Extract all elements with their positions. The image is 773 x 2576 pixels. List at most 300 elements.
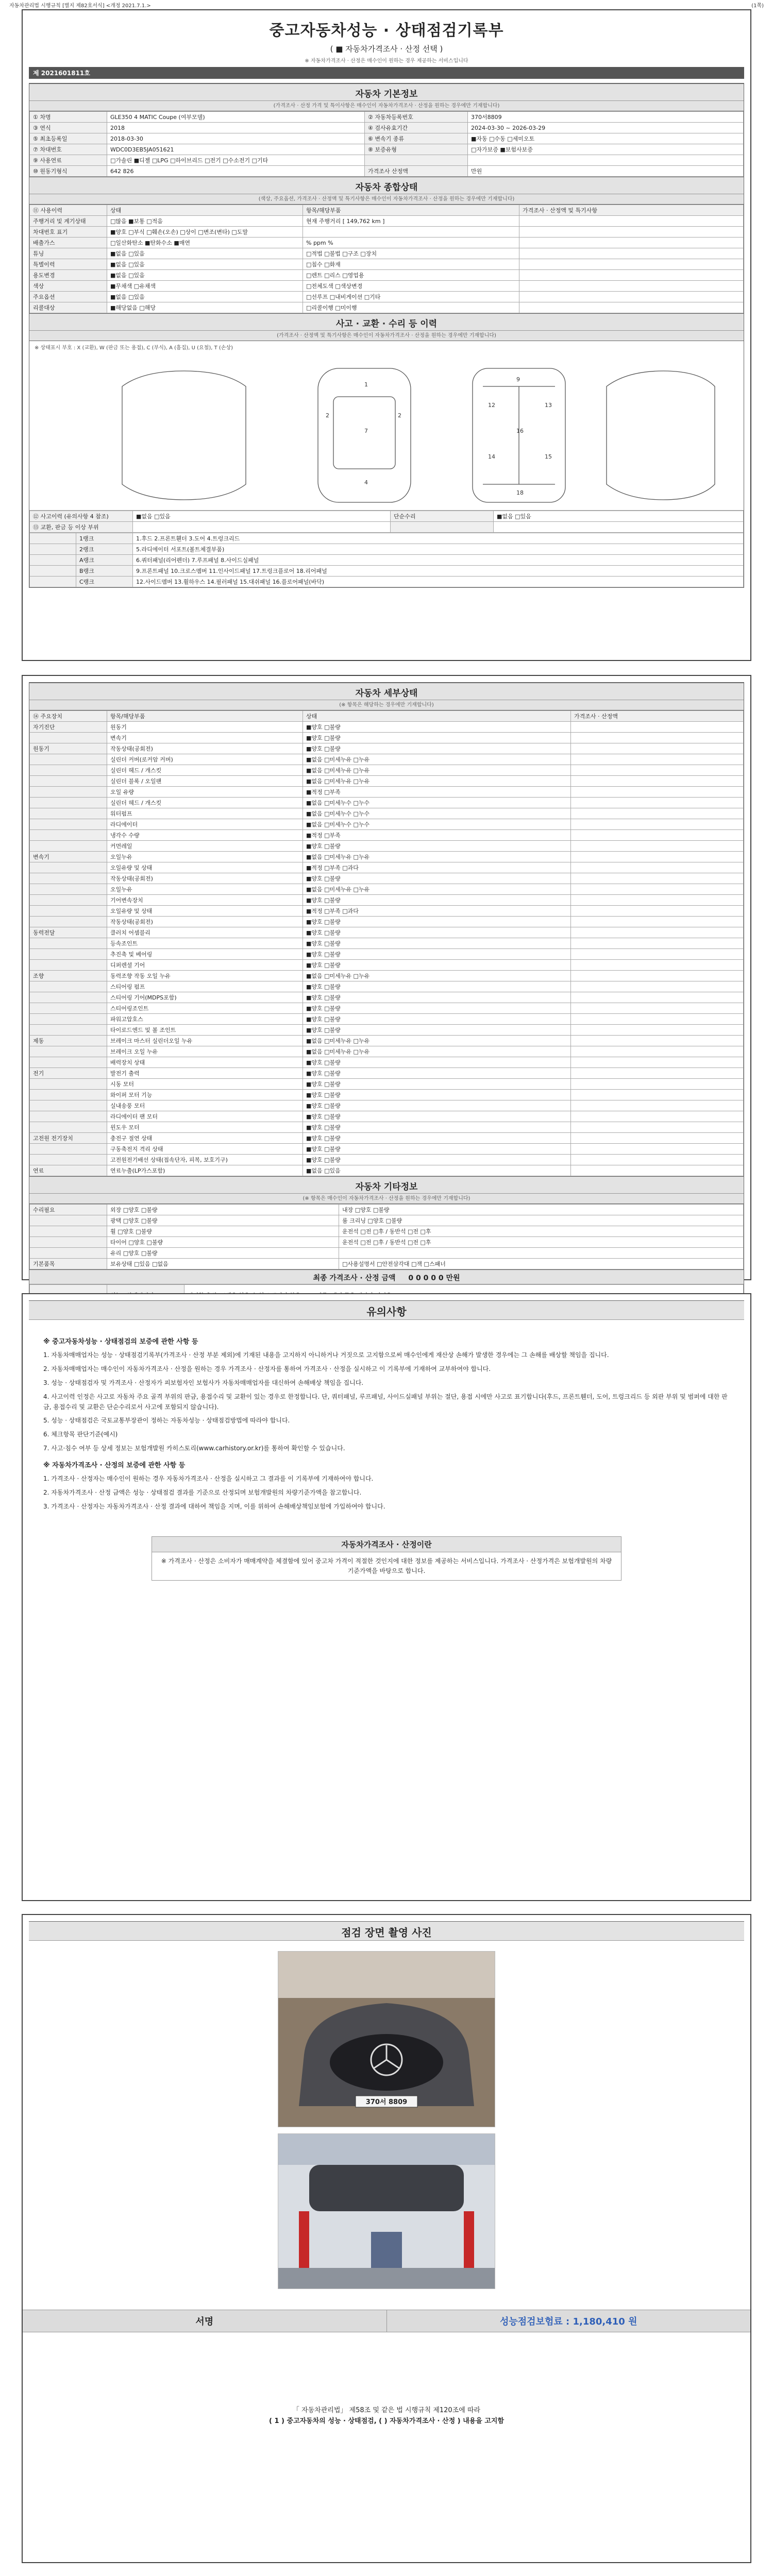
detail-row (30, 895, 744, 906)
detail-price (571, 873, 744, 884)
detail-price (571, 992, 744, 1003)
detail-state: ■양호 □불량 (303, 1144, 571, 1155)
car-diagram (29, 355, 746, 510)
detail-state: ■양호 □불량 (303, 1122, 571, 1133)
detail-part: 스티어링 기어(MDPS포함) (107, 992, 303, 1003)
svg-text:16: 16 (516, 428, 524, 434)
detail-price (571, 1036, 744, 1046)
notice-body (23, 1320, 750, 1526)
rank-label: C랭크 (76, 577, 133, 587)
detail-state: ■적정 □부족 (303, 787, 571, 798)
detail-state: ■양호 □불량 (303, 895, 571, 906)
other-item: 휠 □양호 □불량 (107, 1226, 339, 1237)
document-title: 중고자동차성능 · 상태점검기록부 (269, 22, 504, 40)
detail-row (30, 819, 744, 830)
detail-device (30, 884, 107, 895)
front-photo (278, 1951, 495, 2127)
document-note: ※ 자동차가격조사 · 산정은 매수인이 원하는 경우 제공하는 서비스입니다 (305, 58, 468, 64)
summary-state: ■해당없음 □해당 (107, 302, 303, 313)
summary-row (30, 302, 744, 313)
detail-price (571, 1057, 744, 1068)
detail-state: ■양호 □불량 (303, 960, 571, 971)
basic-label: ⑨ 사용연료 (30, 155, 107, 166)
summary-detail: % ppm % (303, 238, 519, 248)
detail-state: ■없음 □미세누유 □누유 (303, 754, 571, 765)
detail-part: 와이퍼 모터 기능 (107, 1090, 303, 1100)
detail-part: 작동상태(공회전) (107, 873, 303, 884)
detail-part: 커먼레일 (107, 841, 303, 852)
summary-price (519, 238, 744, 248)
detail-part: 오일누유 (107, 884, 303, 895)
rank-parts: 1.후드 2.프론트휀더 3.도어 4.트렁크리드 (133, 533, 744, 544)
detail-row (30, 722, 744, 733)
accident-legend: ※ 상태표시 부호 : X (교환), W (판금 또는 용접), C (부식), A (흠집), U (요철), T (손상) (35, 345, 233, 351)
detail-part: 시동 모터 (107, 1079, 303, 1090)
detail-row (30, 1122, 744, 1133)
detail-row (30, 1155, 744, 1165)
accident-label: ⑬ 교환, 판금 등 이상 부위 (30, 522, 133, 533)
detail-price (571, 927, 744, 938)
detail-price (571, 895, 744, 906)
rank-group (30, 555, 76, 566)
detail-price (571, 1068, 744, 1079)
detail-part: 워터펌프 (107, 808, 303, 819)
detail-state: ■없음 □미세누유 □누유 (303, 1036, 571, 1046)
basic-info-row (30, 144, 744, 155)
notice-paragraph: 3. 가격조사 · 산정자는 자동차가격조사 · 산정 결과에 대하여 책임을 지며, 이를 위하여 손해배상책임보험에 가입하여야 합니다. (43, 1502, 385, 1510)
legal-footer-line-2: ( 1 ) 중고자동차의 성능 · 상태점검, ( ) 자동차가격조사 · 산정 ) 내용을 고지함 (269, 2417, 504, 2425)
detail-state: ■양호 □불량 (303, 1003, 571, 1014)
detail-device (30, 1014, 107, 1025)
detail-row (30, 765, 744, 776)
summary-row (30, 292, 744, 302)
detail-row (30, 949, 744, 960)
detail-part: 발전기 출력 (107, 1068, 303, 1079)
basic-value: □자가보증 ■보험사보증 (468, 144, 744, 155)
detail-device (30, 787, 107, 798)
signature-space[interactable] (23, 2332, 750, 2399)
detail-state: ■없음 □미세누유 □누유 (303, 971, 571, 981)
license-plate: 370서 8809 (365, 2098, 408, 2106)
detail-price (571, 787, 744, 798)
detail-state: ■적정 □부족 (303, 830, 571, 841)
other-item: 외장 □양호 □불량 (107, 1205, 339, 1215)
accident-label: 단순수리 (391, 511, 494, 522)
detail-part: 원동기 (107, 722, 303, 733)
price-explanation-text: ※ 가격조사 · 산정은 소비자가 매매계약을 체결함에 있어 중고차 가격이 적절한 것인지에 대한 정보를 제공하는 서비스입니다. 가격조사 · 산정가격은 보험개발원의 차량기준가액을 바탕으로 합니다. (161, 1557, 612, 1574)
final-price-value: 0 0 0 0 0 만원 (408, 1274, 460, 1282)
other-item: 보유상태 □있음 □없음 (107, 1259, 339, 1269)
detail-price (571, 733, 744, 743)
accident-value (133, 522, 391, 533)
svg-text:15: 15 (545, 453, 552, 460)
detail-state: ■없음 □미세누유 □누유 (303, 776, 571, 787)
detail-header: 상태 (303, 711, 571, 722)
accident-label: ⑫ 사고이력 (유의사항 4 참조) (30, 511, 133, 522)
summary-item: 리콜대상 (30, 302, 107, 313)
page-2 (22, 675, 751, 1280)
accident-value: ■없음 □있음 (494, 511, 744, 522)
summary-header: 상태 (107, 205, 303, 216)
detail-part: 라디에이터 (107, 819, 303, 830)
summary-price (519, 216, 744, 227)
detail-device (30, 873, 107, 884)
svg-text:7: 7 (364, 428, 368, 434)
detail-device (30, 1111, 107, 1122)
other-row (30, 1205, 744, 1215)
detail-device (30, 1079, 107, 1090)
detail-title: 자동차 세부상태 (29, 683, 744, 700)
detail-row (30, 917, 744, 927)
detail-part: 변속기 (107, 733, 303, 743)
basic-value (468, 155, 744, 166)
detail-part: 윈도우 모터 (107, 1122, 303, 1133)
detail-state: ■적정 □부족 □과다 (303, 906, 571, 917)
summary-detail: □침수 □화재 (303, 259, 519, 270)
detail-row (30, 938, 744, 949)
detail-state: ■없음 □미세누수 □누수 (303, 798, 571, 808)
detail-device (30, 830, 107, 841)
summary-row (30, 216, 744, 227)
detail-part: 실내송풍 모터 (107, 1100, 303, 1111)
photo-title: 점검 장면 촬영 사진 (29, 1921, 744, 1941)
detail-row (30, 906, 744, 917)
detail-row (30, 787, 744, 798)
svg-text:14: 14 (488, 453, 495, 460)
page-4 (22, 1914, 751, 2563)
legal-footer (23, 2399, 750, 2433)
form-header-right: (1쪽) (751, 3, 764, 9)
detail-price (571, 917, 744, 927)
detail-device (30, 895, 107, 906)
detail-device (30, 808, 107, 819)
detail-table (29, 710, 744, 1176)
summary-state: ■없음 □있음 (107, 259, 303, 270)
detail-price (571, 841, 744, 852)
detail-device (30, 1090, 107, 1100)
detail-row (30, 1144, 744, 1155)
summary-detail (303, 227, 519, 238)
detail-state: ■양호 □불량 (303, 1079, 571, 1090)
svg-text:9: 9 (516, 376, 520, 383)
detail-part: 실린더 블록 / 오일팬 (107, 776, 303, 787)
detail-state: ■양호 □불량 (303, 743, 571, 754)
svg-text:13: 13 (545, 402, 552, 409)
detail-device: 동력전달 (30, 927, 107, 938)
rank-row (30, 555, 744, 566)
detail-price (571, 862, 744, 873)
detail-state: ■없음 □미세누수 □누수 (303, 819, 571, 830)
summary-price (519, 270, 744, 281)
detail-device: 원동기 (30, 743, 107, 754)
detail-row (30, 1111, 744, 1122)
basic-info-table (29, 111, 744, 177)
basic-label: ⑥ 변속기 종류 (365, 133, 468, 144)
detail-device (30, 981, 107, 992)
detail-device (30, 1155, 107, 1165)
detail-header: ⑭ 주요장치 (30, 711, 107, 722)
detail-price (571, 1122, 744, 1133)
detail-state: ■양호 □불량 (303, 1014, 571, 1025)
summary-state: □일산화탄소 ■탄화수소 ■매연 (107, 238, 303, 248)
notice-heading-2: ※ 자동차가격조사 · 산정의 보증에 관한 사항 등 (43, 1461, 186, 1469)
svg-text:1: 1 (364, 381, 368, 388)
detail-price (571, 1003, 744, 1014)
basic-value: 370서8809 (468, 112, 744, 123)
basic-value: 642 826 (107, 166, 365, 177)
svg-text:4: 4 (364, 479, 368, 486)
detail-row (30, 992, 744, 1003)
summary-header: 가격조사 · 산정액 및 특기사항 (519, 205, 744, 216)
detail-row (30, 1165, 744, 1176)
detail-device: 고전원 전기장치 (30, 1133, 107, 1144)
detail-row (30, 927, 744, 938)
detail-price (571, 722, 744, 733)
other-row (30, 1248, 744, 1259)
detail-part: 오일 유량 (107, 787, 303, 798)
document-number: 제 2021601811호 (29, 67, 744, 79)
rank-table (29, 533, 744, 587)
page-1 (22, 9, 751, 661)
basic-info-row (30, 155, 744, 166)
accident-value: ■없음 □있음 (133, 511, 391, 522)
summary-state: ■없음 □있음 (107, 270, 303, 281)
detail-device: 자기진단 (30, 722, 107, 733)
detail-row (30, 776, 744, 787)
detail-state: ■양호 □불량 (303, 938, 571, 949)
detail-part: 연료누출(LP가스포함) (107, 1165, 303, 1176)
summary-subtitle: (색상, 주요옵션, 가격조사 · 산정액 및 특기사항은 매수인이 자동차가격조사 · 산정을 원하는 경우에만 기재합니다) (29, 194, 744, 205)
basic-value: 만원 (468, 166, 744, 177)
detail-header: 가격조사 · 산정액 (571, 711, 744, 722)
basic-info-row (30, 123, 744, 133)
detail-part: 동력조향 작동 오일 누유 (107, 971, 303, 981)
detail-price (571, 852, 744, 862)
detail-price (571, 938, 744, 949)
detail-part: 디퍼렌셜 기어 (107, 960, 303, 971)
basic-value: □가솔린 ■디젤 □LPG □하이브리드 □전기 □수소전기 □기타 (107, 155, 365, 166)
detail-row (30, 743, 744, 754)
notice-paragraph: 4. 사고이력 인정은 사고로 자동차 주요 골격 부위의 판금, 용접수리 및 교환이 있는 경우로 한정합니다. 단, 쿼터패널, 루프패널, 사이드실패널 부위는 절단, 용접 시에만 사고로 표기합니다(후드, 프론트휀더, 도어, 트렁크리드 등 외판 부위 및 범퍼에 대한 판금, 용접수리 및 교환은 단순수리로서 사고에 포함되지 않습니다). (43, 1393, 728, 1411)
detail-price (571, 1079, 744, 1090)
summary-price (519, 302, 744, 313)
notice-paragraph: 2. 자동차가격조사 · 산정 금액은 성능 · 상태점검 결과를 기준으로 산정되며 보험개발원의 차량기준가액을 참고합니다. (43, 1489, 362, 1497)
detail-price (571, 1025, 744, 1036)
summary-detail: □전체도색 □색상변경 (303, 281, 519, 292)
signature-label: 서명 (23, 2310, 387, 2332)
detail-state: ■양호 □불량 (303, 733, 571, 743)
detail-device: 변속기 (30, 852, 107, 862)
detail-row (30, 981, 744, 992)
detail-part: 고전원전기배선 상태(접속단자, 피복, 보호기구) (107, 1155, 303, 1165)
summary-row (30, 270, 744, 281)
detail-state: ■양호 □불량 (303, 1025, 571, 1036)
other-group (30, 1215, 107, 1226)
detail-device (30, 776, 107, 787)
summary-header: 항목/해당부품 (303, 205, 519, 216)
detail-device (30, 992, 107, 1003)
other-info-title: 자동차 기타정보 (29, 1176, 744, 1194)
other-group: 기본품목 (30, 1259, 107, 1269)
detail-part: 기어변속장치 (107, 895, 303, 906)
notice-heading-1: ※ 중고자동차성능 · 상태점검의 보증에 관한 사항 등 (43, 1338, 198, 1346)
basic-label: ⑦ 차대번호 (30, 144, 107, 155)
detail-device: 제동 (30, 1036, 107, 1046)
detail-row (30, 1014, 744, 1025)
detail-subtitle: (※ 항목은 해당하는 경우에만 기재합니다) (29, 700, 744, 710)
summary-detail: 현재 주행거리 [ 149,762 km ] (303, 216, 519, 227)
rank-group (30, 566, 76, 577)
detail-state: ■양호 □불량 (303, 1155, 571, 1165)
detail-price (571, 906, 744, 917)
rank-row (30, 544, 744, 555)
detail-part: 실린더 헤드 / 개스킷 (107, 798, 303, 808)
detail-device (30, 798, 107, 808)
detail-price (571, 1014, 744, 1025)
detail-state: ■없음 □미세누유 □누유 (303, 765, 571, 776)
other-info-subtitle: (※ 항목은 매수인이 자동차가격조사 · 산정을 원하는 경우에만 기재합니다) (29, 1194, 744, 1204)
rank-label: 2랭크 (76, 544, 133, 555)
detail-row (30, 830, 744, 841)
summary-row (30, 248, 744, 259)
other-item (339, 1248, 744, 1259)
detail-price (571, 884, 744, 895)
summary-state: ■양호 □부식 □훼손(오손) □상이 □변조(변타) □도말 (107, 227, 303, 238)
svg-text:18: 18 (516, 489, 524, 496)
basic-value: ■자동 □수동 □세미오토 (468, 133, 744, 144)
detail-header: 항목/해당부품 (107, 711, 303, 722)
detail-price (571, 830, 744, 841)
other-item: 타이어 □양호 □불량 (107, 1237, 339, 1248)
other-row (30, 1259, 744, 1269)
detail-state: ■양호 □불량 (303, 1133, 571, 1144)
detail-state: ■없음 □미세누수 □누수 (303, 808, 571, 819)
basic-value: GLE350 4 MATIC Coupe (여부모델) (107, 112, 365, 123)
notice-paragraph: 5. 성능 · 상태점검은 국토교통부장관이 정하는 자동차성능 · 상태점검방법에 따라야 합니다. (43, 1417, 290, 1425)
detail-device (30, 841, 107, 852)
detail-row (30, 1025, 744, 1036)
lift-photo (278, 2133, 495, 2289)
detail-state: ■양호 □불량 (303, 1090, 571, 1100)
summary-state: ■없음 □있음 (107, 292, 303, 302)
detail-price (571, 1100, 744, 1111)
detail-row (30, 1133, 744, 1144)
other-group (30, 1248, 107, 1259)
car-front-photo (278, 1952, 495, 2127)
basic-label (365, 155, 468, 166)
basic-info-row (30, 133, 744, 144)
detail-price (571, 949, 744, 960)
detail-price (571, 971, 744, 981)
summary-item: 용도변경 (30, 270, 107, 281)
summary-item: 튜닝 (30, 248, 107, 259)
summary-detail: □리콜이행 □미이행 (303, 302, 519, 313)
detail-part: 오일누유 (107, 852, 303, 862)
detail-part: 스티어링 펌프 (107, 981, 303, 992)
summary-price (519, 281, 744, 292)
rank-parts: 9.프론트패널 10.크로스멤버 11.인사이드패널 17.트렁크플로어 18.리어패널 (133, 566, 744, 577)
detail-device (30, 938, 107, 949)
car-lift-photo (278, 2134, 495, 2289)
detail-part: 실린더 커버(로커암 커버) (107, 754, 303, 765)
detail-part: 스티어링조인트 (107, 1003, 303, 1014)
basic-info-subtitle: (가격조사 · 산정 가격 및 특이사항은 매수인이 자동차가격조사 · 산정을 원하는 경우에만 기재합니다) (29, 101, 744, 111)
other-item: 내장 □양호 □불량 (339, 1205, 744, 1215)
document-subtitle: ( ■ 자동차가격조사 · 산정 선택 ) (330, 44, 443, 54)
accident-value (494, 522, 744, 533)
rank-label: 1랭크 (76, 533, 133, 544)
legal-footer-line-1: 「 자동차관리법」 제58조 및 같은 법 시행규칙 제120조에 따라 (292, 2406, 481, 2414)
detail-state: ■양호 □불량 (303, 1057, 571, 1068)
detail-price (571, 819, 744, 830)
car-diagram-area (29, 355, 744, 511)
rank-parts: 6.쿼터패널(리어펜더) 7.루프패널 8.사이드실패널 (133, 555, 744, 566)
detail-row (30, 1003, 744, 1014)
svg-text:2: 2 (326, 412, 329, 419)
rank-row (30, 577, 744, 587)
detail-price (571, 981, 744, 992)
other-item: 운전석 □전 □후 / 동반석 □전 □후 (339, 1226, 744, 1237)
summary-item: 특별이력 (30, 259, 107, 270)
detail-device (30, 862, 107, 873)
summary-row (30, 238, 744, 248)
detail-device (30, 1025, 107, 1036)
accident-row (30, 511, 744, 522)
detail-price (571, 1046, 744, 1057)
detail-price (571, 754, 744, 765)
basic-value: WDC0D3EB5JA051621 (107, 144, 365, 155)
detail-price (571, 1111, 744, 1122)
other-item: 운전석 □전 □후 / 동반석 □전 □후 (339, 1237, 744, 1248)
rank-group (30, 577, 76, 587)
detail-price (571, 1133, 744, 1144)
detail-state: ■적정 □부족 □과다 (303, 862, 571, 873)
summary-title: 자동차 종합상태 (29, 177, 744, 194)
basic-label: ④ 검사유효기간 (365, 123, 468, 133)
detail-row (30, 1036, 744, 1046)
detail-device (30, 917, 107, 927)
summary-header: ⑪ 사용이력 (30, 205, 107, 216)
summary-detail: □렌트 □리스 □영업용 (303, 270, 519, 281)
detail-row (30, 1100, 744, 1111)
other-item: 룸 크리닝 □양호 □불량 (339, 1215, 744, 1226)
accident-label (391, 522, 494, 533)
basic-label: 가격조사 산정액 (365, 166, 468, 177)
detail-part: 브레이크 오일 누유 (107, 1046, 303, 1057)
notice-paragraph: 2. 자동차매매업자는 매수인이 자동차가격조사 · 산정을 원하는 경우 가격조사 · 산정자를 통하여 가격조사 · 산정을 실시하고 이 기록부에 기재하여 교부하여야 합니다. (43, 1365, 491, 1373)
detail-row (30, 1090, 744, 1100)
detail-part: 클러치 어셈블리 (107, 927, 303, 938)
detail-part: 구동축전지 격리 상태 (107, 1144, 303, 1155)
summary-price (519, 259, 744, 270)
detail-part: 타이로드엔드 및 볼 조인트 (107, 1025, 303, 1036)
detail-device: 연료 (30, 1165, 107, 1176)
detail-row (30, 1046, 744, 1057)
detail-state: ■양호 □불량 (303, 927, 571, 938)
other-row (30, 1226, 744, 1237)
summary-item: 차대번호 표기 (30, 227, 107, 238)
rank-parts: 5.라디에이터 서포트(볼트체결부품) (133, 544, 744, 555)
detail-state: ■없음 □미세누유 □누유 (303, 852, 571, 862)
rank-label: B랭크 (76, 566, 133, 577)
detail-state: ■양호 □불량 (303, 1111, 571, 1122)
other-item: 유리 □양호 □불량 (107, 1248, 339, 1259)
accident-title: 사고 · 교환 · 수리 등 이력 (29, 313, 744, 331)
other-item: 광택 □양호 □불량 (107, 1215, 339, 1226)
rank-group (30, 544, 76, 555)
rank-label: A랭크 (76, 555, 133, 566)
basic-label: ② 자동차등록번호 (365, 112, 468, 123)
